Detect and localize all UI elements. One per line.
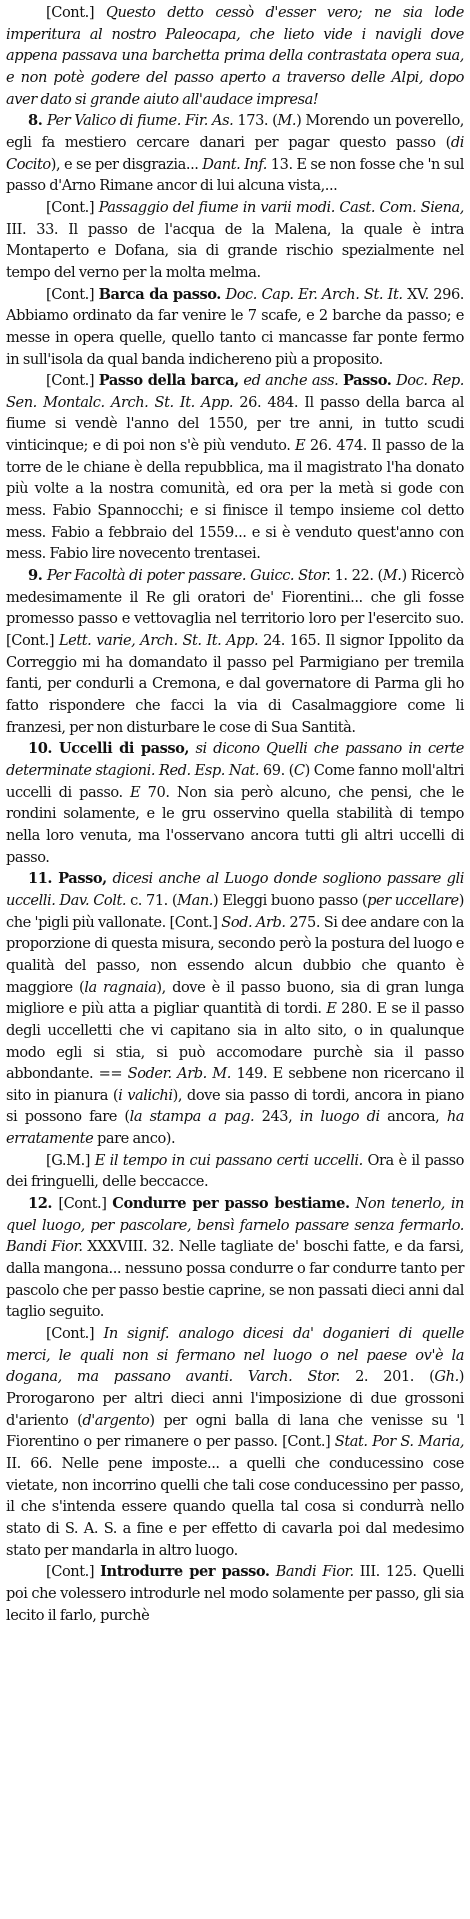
body-text: 243, bbox=[254, 1108, 300, 1126]
body-text: ) Morendo un poverello, egli fa mestiero cercare danari per pagar questo passo ( bbox=[6, 112, 464, 151]
italic-text: Man. bbox=[177, 891, 213, 909]
body-text: c. 71. ( bbox=[126, 891, 178, 909]
body-text: ), dove sia passo di tordi, ancora in piano si possono fare ( bbox=[6, 1086, 464, 1126]
italic-text: M. bbox=[277, 112, 297, 130]
body-text: [Cont.] bbox=[58, 1195, 113, 1213]
entry-paragraph bbox=[6, 738, 464, 868]
entry-paragraph bbox=[6, 1323, 464, 1561]
italic-text: In signif. analogo dicesi da' doganieri di quelle merci, le quali non si fermano nel luogo o nel paese ov'è la dogana, ma passano avanti. Varch. Stor. bbox=[6, 1325, 464, 1386]
body-text: ), dove è il passo buono, sia di gran lunga migliore e più atta a pigliar quantità di tordi. bbox=[6, 978, 464, 1018]
italic-text: Sod. Arb. bbox=[221, 913, 286, 931]
body-text: ) Prorogarono per altri dieci anni l'imposizione di due grossoni d'ariento ( bbox=[6, 1368, 465, 1429]
entry-heading: Barca da passo. bbox=[98, 285, 221, 303]
body-text: ) Ricercò medesimamente il Re gli oratori de' Fiorentini... che gli fosse promesso passo e vettovaglia nel territorio loro per l'esercito suo. [Cont.] bbox=[6, 567, 464, 650]
body-text: III. 125. Quelli poi che volessero introdurle nel modo solamente per passo, gli sia lecito il farlo, purchè bbox=[6, 1563, 464, 1624]
entry-heading: Condurre per passo bestiame. bbox=[112, 1195, 350, 1213]
italic-text: i valichi bbox=[118, 1086, 173, 1104]
entry-paragraph bbox=[6, 284, 464, 371]
body-text: II. 66. Nelle pene imposte... a quelli che conducessino cose vietate, non incorrino quelli che tali cose conducessino per passo, il che s'intenda essere quando quella tal cosa si condurrà nello stato di S. A. S. a fine e per effetto di cavarla poi dal medesimo stato per mandarla in altro luogo. bbox=[6, 1454, 464, 1559]
italic-text: d'argento bbox=[82, 1411, 150, 1429]
body-text: 24. 165. Il signor Ippolito da Correggio mi ha domandato il passo pel Parmigiano per tremila fanti, per condurli a Cremona, e dal governatore di Parma gli ho fatto rispondere che facci la via di Casalmaggiore come li franzesi, per non disturbare le cose di Sua Santità. bbox=[6, 632, 464, 736]
italic-text: per uccellare bbox=[367, 891, 459, 909]
body-text: 149. E sebbene non ricercano il sito in pianura ( bbox=[6, 1065, 464, 1104]
italic-text: ed anche ass. bbox=[243, 372, 339, 390]
italic-text: Lett. varie, Arch. St. It. App. bbox=[58, 632, 259, 650]
body-text: XXXVIII. 32. Nelle tagliate de' boschi fatte, e da farsi, dalla mangona... nessuno possa condurre o far condurre tanto per pascolo che per passo bestie caprine, se non passati dieci anni dal taglio seguito. bbox=[6, 1238, 464, 1321]
entry-paragraph bbox=[6, 110, 464, 197]
entry-paragraph bbox=[6, 868, 464, 1150]
italic-text: E bbox=[326, 1000, 337, 1018]
italic-text: Dant. Inf. bbox=[202, 155, 267, 173]
italic-text: Per Valico di fiume. Fir. As. bbox=[46, 112, 234, 130]
body-text: ) che 'pigli più vallonate. [Cont.] bbox=[6, 891, 464, 931]
italic-text: E bbox=[295, 437, 306, 455]
body-text: 26. 474. Il passo de la torre de le chiane è della repubblica, ma il magistrato l'ha donato più volte a la nostra comunità, ed ora per la metà si gode con mess. Fabio Spannocchi; e si finisce il tempo insieme col detto mess. Fabio a febbraio del 1559... e si è venduto quest'anno con mess. Fabio lire novecento trentasei. bbox=[6, 437, 464, 563]
entry-paragraph bbox=[6, 1150, 464, 1193]
body-text: 26. 484. Il passo della barca al fiume si vendè l'anno del 1550, per tre anni, in tutto scudi vinticinque; e di poi non s'è più venduto. bbox=[6, 393, 465, 455]
italic-text: in luogo di bbox=[299, 1108, 380, 1126]
body-text: 2. 201. ( bbox=[339, 1368, 435, 1386]
italic-text: Questo detto cessò d'esser vero; ne sia lode imperitura al nostro Paleocapa, che lieto vide i navigli dove appena passava una barchetta prima della contrastata opera sua, e non potè godere del passo aperto a traverso delle Alpi, dopo aver dato si grande aiuto all'audace impresa! bbox=[6, 4, 464, 108]
body-text: 70. Non sia però alcuno, che pensi, che le rondini solamente, e le gru osservino quella stabilità di tempo nella loro venuta, ma l'osservano ancora tutti gli altri uccelli di passo. bbox=[6, 783, 464, 866]
body-text: ancora, bbox=[379, 1108, 447, 1126]
italic-text: Stat. Por S. Maria, bbox=[334, 1433, 465, 1451]
italic-text: Doc. Rep. Sen. Montalc. Arch. St. It. App. bbox=[6, 372, 464, 411]
italic-text: la stampa a pag. bbox=[129, 1108, 255, 1126]
body-text: III. 33. Il passo de l'acqua de la Malena, la quale è intra Montaperto e Dofana, sia di grande rischio spezialmente nel tempo del verno per la molta melma. bbox=[6, 220, 464, 281]
entry-paragraph bbox=[6, 565, 464, 738]
body-text: ) Come fanno moll'altri uccelli di passo. bbox=[6, 761, 464, 801]
body-text: Ora è il passo dei fringuelli, delle beccacce. bbox=[6, 1151, 465, 1191]
italic-text: dicesi anche al Luogo donde sogliono passare gli uccelli. Dav. Colt. bbox=[6, 870, 464, 909]
body-text: [Cont.] bbox=[46, 198, 99, 216]
body-text: 173. ( bbox=[233, 112, 278, 130]
entry-heading: 11. Passo, bbox=[28, 870, 107, 888]
body-text: XV. 296. Abbiamo ordinato da far venire le 7 scafe, e 2 barche da passo; e messe in opera quelle, quello tanto ci mancasse far ponte fermo in sull'isola da qual banda indichereno più a proposito. bbox=[6, 285, 464, 368]
italic-text: Doc. Cap. Er. Arch. St. It. bbox=[225, 285, 403, 303]
italic-text: Gh. bbox=[434, 1368, 459, 1386]
body-text: ), e se per disgrazia... bbox=[50, 155, 203, 173]
entry-paragraph bbox=[6, 370, 464, 565]
entry-heading: Passo. bbox=[343, 372, 392, 390]
italic-text: E bbox=[130, 783, 141, 801]
entry-paragraph bbox=[6, 1193, 464, 1323]
body-text: 69. ( bbox=[259, 761, 294, 779]
body-text: [Cont.] bbox=[46, 1563, 101, 1581]
italic-text: Bandi Fior. bbox=[275, 1563, 354, 1581]
body-text: [Cont.] bbox=[46, 1325, 104, 1343]
entry-paragraph bbox=[6, 197, 464, 284]
entry-heading: 10. Uccelli di passo, bbox=[28, 740, 190, 758]
body-text: 275. Si dee andare con la proporzione di questa misura, secondo però la postura del luogo e qualità del passo, non essendo alcun dubbio che quanto è maggiore ( bbox=[6, 913, 465, 996]
italic-text: Soder. Arb. M. bbox=[127, 1065, 231, 1083]
entry-heading: Passo della barca, bbox=[98, 372, 239, 390]
italic-text: C bbox=[293, 761, 305, 779]
entry-heading: Introdurre per passo. bbox=[100, 1563, 270, 1581]
entry-heading: 12. bbox=[28, 1195, 59, 1213]
body-text: [Cont.] bbox=[46, 372, 99, 390]
italic-text: si dicono Quelli che passano in certe determinate stagioni. Red. Esp. Nat. bbox=[6, 740, 464, 779]
italic-text: la ragnaia bbox=[84, 978, 157, 996]
body-text: ) per ogni balla di lana che venisse su 'l Fiorentino o per rimanere o per passo. [Cont.] bbox=[6, 1411, 464, 1451]
body-text: [Cont.] bbox=[46, 285, 99, 303]
italic-text: ha erratamente bbox=[6, 1108, 465, 1148]
body-text: [Cont.] bbox=[46, 4, 106, 21]
entry-paragraph bbox=[6, 1561, 464, 1626]
entry-paragraph bbox=[6, 2, 464, 110]
italic-text: di Cocito bbox=[6, 133, 464, 173]
body-text: ) Eleggi buono passo ( bbox=[213, 891, 368, 909]
entry-heading: 9. bbox=[28, 567, 47, 585]
body-text: 13. E se non fosse che 'n sul passo d'Arno Rimane ancor di lui alcuna vista,... bbox=[6, 155, 464, 195]
entry-heading: 8. bbox=[28, 112, 47, 130]
body-text: [G.M.] bbox=[46, 1151, 95, 1169]
body-text: pare anco). bbox=[93, 1130, 176, 1148]
body-text: 1. 22. ( bbox=[330, 567, 383, 585]
body-text: 280. E se il passo degli uccelletti che vi capitano sia in alto sito, o in qualunque modo egli si stia, si può accomodare purchè sia il passo abbondante. == bbox=[6, 1000, 465, 1083]
italic-text: E il tempo in cui passano certi uccelli. bbox=[94, 1151, 363, 1169]
italic-text: Passaggio del fiume in varii modi. Cast. Com. Siena, bbox=[98, 198, 464, 216]
italic-text: Per Facoltà di poter passare. Guicc. Stor. bbox=[46, 567, 331, 585]
italic-text: Non tenerlo, in quel luogo, per pascolare, bensì farnelo passare senza fermarlo. Bandi Fior. bbox=[6, 1195, 464, 1256]
italic-text: M. bbox=[382, 567, 402, 585]
